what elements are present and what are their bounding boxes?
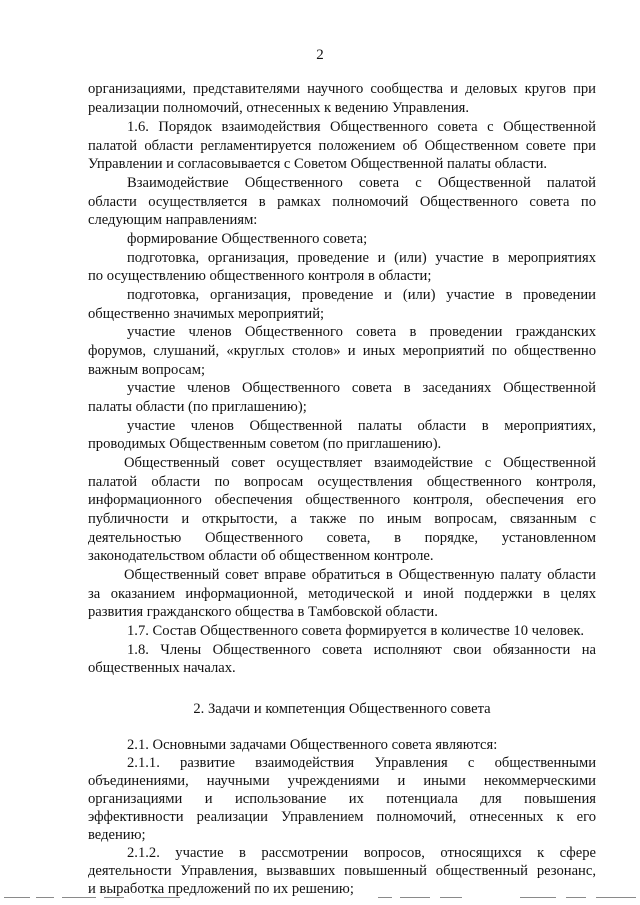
text-line: общественных началах. (88, 660, 236, 676)
text-line: Управлении и согласовывается с Советом Общественной палаты области. (88, 156, 548, 172)
text-line: деятельностью Общественного совета, в порядке, установленном (88, 530, 596, 546)
text-line: палатой области регламентируется положением об Общественном совете при (88, 138, 596, 154)
text-line: объединениями, научными учреждениями и иными некоммерческими (88, 773, 596, 789)
text-line: эффективности реализации Управлением полномочий, отнесенных к его (88, 809, 596, 825)
text-line: палаты области (по приглашению); (88, 399, 307, 415)
text-line: развития гражданского общества в Тамбовской области. (88, 604, 438, 620)
text-line: 2.1. Основными задачами Общественного совета являются: (127, 737, 498, 753)
section-heading: 2. Задачи и компетенция Общественного совета (193, 701, 491, 717)
text-line: 2.1.1. развитие взаимодействия Управления с общественными (127, 755, 596, 771)
text-line: публичности и открытости, а также по иным вопросам, связанным с (88, 511, 596, 527)
text-line: информационного обеспечения общественного контроля, обеспечения его (88, 492, 596, 508)
text-line: Взаимодействие Общественного совета с Общественной палатой (127, 175, 596, 191)
text-line: проводимых Общественным советом (по приглашению). (88, 436, 442, 452)
text-line: участие членов Общественного совета в заседаниях Общественной (127, 380, 596, 396)
text-line: подготовка, организация, проведение и (или) участие в проведении (127, 287, 596, 303)
text-line: и выработка предложений по их решению; (88, 881, 354, 897)
text-line: участие членов Общественной палаты области в мероприятиях, (127, 418, 596, 434)
text-line: деятельности Управления, вызвавших повышенный общественный резонанс, (88, 863, 596, 879)
text-line: законодательством области об общественном контроле. (88, 548, 434, 564)
text-line: 1.7. Состав Общественного совета формируется в количестве 10 человек. (127, 623, 585, 639)
text-line: форумов, слушаний, «круглых столов» и иных мероприятий по общественно (88, 343, 596, 359)
text-line: организациями и использование их потенциала для повышения (88, 791, 596, 807)
text-line: подготовка, организация, проведение и (или) участие в мероприятиях (127, 250, 596, 266)
text-line: важным вопросам; (88, 362, 206, 378)
page-number: 2 (316, 47, 324, 63)
text-line: участие членов Общественного совета в проведении гражданских (127, 324, 596, 340)
text-line: за оказанием информационной, методической и иной поддержки в целях (88, 586, 596, 602)
text-line: 1.6. Порядок взаимодействия Общественного совета с Общественной (127, 119, 596, 135)
text-line: 1.8. Члены Общественного совета исполняют свои обязанности на (127, 642, 596, 658)
scan-artifact (0, 888, 640, 905)
text-line: по осуществлению общественного контроля в области; (88, 268, 432, 284)
text-line: области осуществляется в рамках полномочий Общественного совета по (88, 194, 596, 210)
text-line: реализации полномочий, отнесенных к ведению Управления. (88, 100, 470, 116)
text-line: следующим направлениям: (88, 212, 258, 228)
text-line: формирование Общественного совета; (127, 231, 368, 247)
text-line: общественно значимых мероприятий; (88, 306, 325, 322)
text-line: 2.1.2. участие в рассмотрении вопросов, относящихся к сфере (127, 845, 596, 861)
text-line: ведению; (88, 827, 146, 843)
text-line: Общественный совет вправе обратиться в Общественную палату области (124, 567, 596, 583)
text-line: организациями, представителями научного сообщества и деловых кругов при (88, 81, 596, 97)
text-line: палатой области по вопросам осуществления общественного контроля, (88, 474, 596, 490)
text-line: Общественный совет осуществляет взаимодействие с Общественной (124, 455, 596, 471)
